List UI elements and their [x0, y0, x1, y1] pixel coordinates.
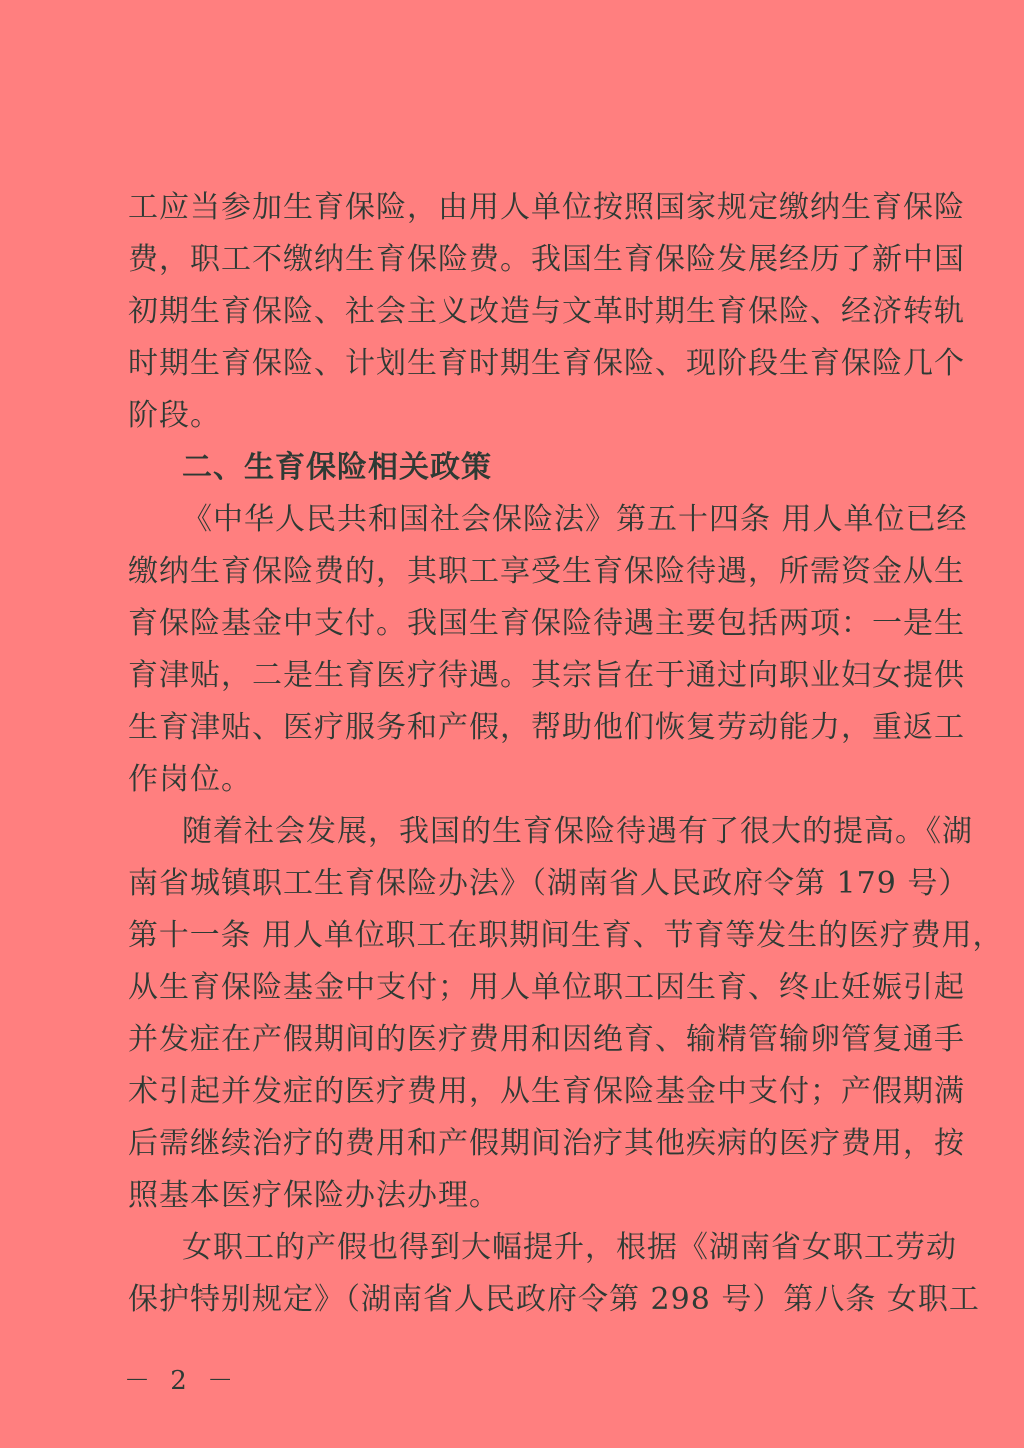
body-text-line: 《中华人民共和国社会保险法》第五十四条 用人单位已经	[182, 502, 968, 537]
body-text-line: 育津贴，二是生育医疗待遇。其宗旨在于通过向职业妇女提供	[128, 658, 965, 693]
body-text-line: 费，职工不缴纳生育保险费。我国生育保险发展经历了新中国	[128, 242, 965, 277]
body-text-line: 育保险基金中支付。我国生育保险待遇主要包括两项：一是生	[128, 606, 965, 641]
body-text-line: 工应当参加生育保险，由用人单位按照国家规定缴纳生育保险	[128, 190, 965, 225]
body-text-line: 时期生育保险、计划生育时期生育保险、现阶段生育保险几个	[128, 346, 965, 381]
body-text-line: 阶段。	[128, 398, 221, 433]
body-text-line: 第十一条 用人单位职工在职期间生育、节育等发生的医疗费用，	[128, 918, 1004, 953]
body-text-line: 并发症在产假期间的医疗费用和因绝育、输精管输卵管复通手	[128, 1022, 965, 1057]
body-text-line: 术引起并发症的医疗费用，从生育保险基金中支付；产假期满	[128, 1074, 965, 1109]
page-number: － 2 －	[124, 1366, 240, 1396]
body-text-line: 作岗位。	[128, 762, 252, 797]
body-text-line: 初期生育保险、社会主义改造与文革时期生育保险、经济转轨	[128, 294, 965, 329]
body-text-line: 女职工的产假也得到大幅提升，根据《湖南省女职工劳动	[182, 1230, 957, 1265]
body-text-line: 保护特别规定》（湖南省人民政府令第 298 号）第八条 女职工	[128, 1282, 980, 1317]
section-heading: 二、生育保险相关政策	[182, 450, 492, 485]
body-text-line: 照基本医疗保险办法办理。	[128, 1178, 500, 1213]
body-text-line: 缴纳生育保险费的，其职工享受生育保险待遇，所需资金从生	[128, 554, 965, 589]
body-text-line: 南省城镇职工生育保险办法》（湖南省人民政府令第 179 号）	[128, 866, 970, 901]
body-text-line: 生育津贴、医疗服务和产假，帮助他们恢复劳动能力，重返工	[128, 710, 965, 745]
body-text-line: 随着社会发展，我国的生育保险待遇有了很大的提高。《湖	[182, 814, 973, 849]
body-text-line: 后需继续治疗的费用和产假期间治疗其他疾病的医疗费用，按	[128, 1126, 965, 1161]
body-text-line: 从生育保险基金中支付；用人单位职工因生育、终止妊娠引起	[128, 970, 965, 1005]
